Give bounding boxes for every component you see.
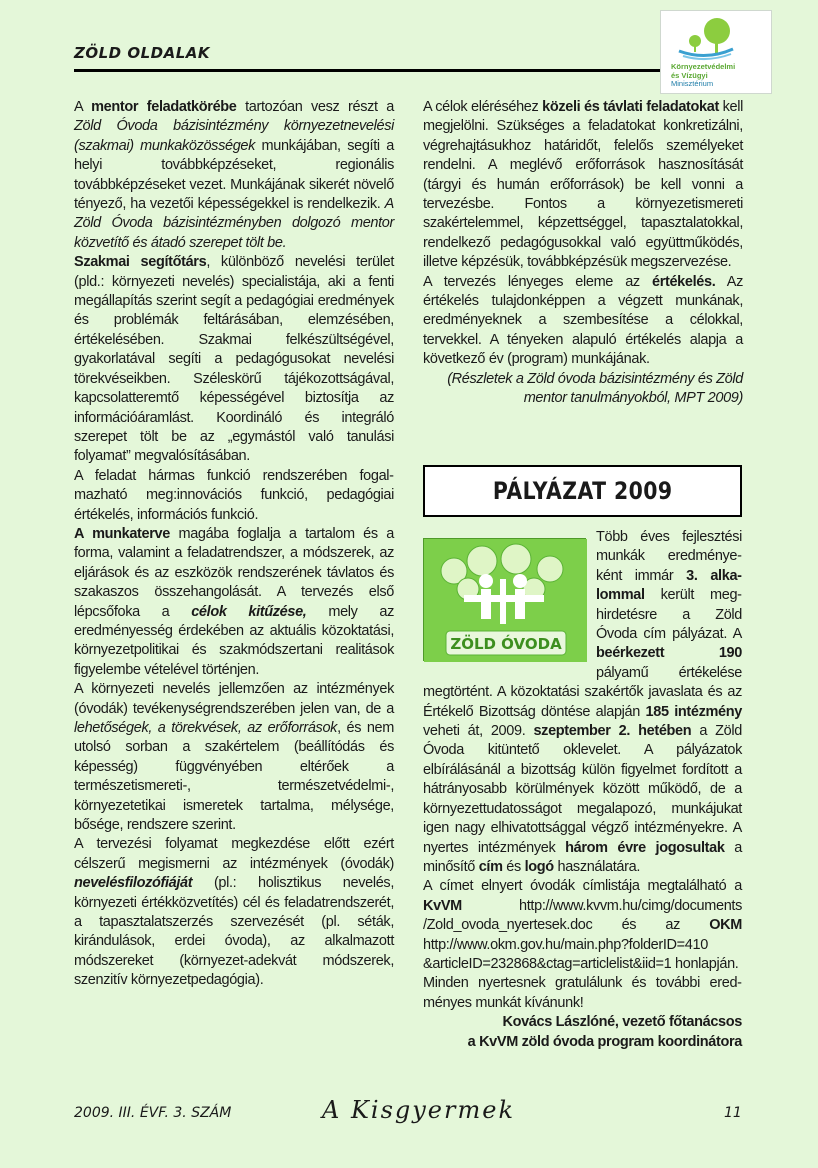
paragraph-munkaterv: A munkaterve magába foglalja a tartalom és a forma, valamint a feladatrendszer, a módszerek, az eljárások és az eszközök rendszerének távlatos és szakaszos összehangolását. A tervezés első lépcsőfoka a célok kitűzése, mely az eredményesség érdekében az aktuális közoktatási, környezetpolitikai és szakmódszertani realitások figyelembe vételével történjen.: [74, 525, 395, 678]
paragraph-celok: A célok eléréséhez közeli és távlati feladatokat kell megjelölni. Szükséges a feladatokat konkretizálni, végrehajtásukhoz határidőt, felelős személyeket rendelni. A meglévő erőforrások hasznosítását (tárgyi és humán erőforrások) be kell vonni a tervezésbe. Fontos a környezetismereti szakértelemmel, képzettséggel, tapasztalatokkal, rendelkező pedagógusokkal való együttműködés, illetve képzésük, továbbképzésük megszervezése.: [423, 99, 743, 271]
footer-issue: 2009. III. ÉVF. 3. SZÁM: [74, 1105, 232, 1121]
page-number: 11: [724, 1105, 742, 1121]
ministry-logo: [660, 10, 772, 94]
paragraph-gratulacio: Minden nyertesnek gratulálunk és további eredményes munkát kívánunk!: [423, 975, 742, 1011]
right-column: [423, 98, 743, 409]
zold-ovoda-logo-text: ZÖLD ÓVODA: [450, 635, 562, 653]
signature-name: Kovács Lászlóné, vezető főtanácsos: [502, 1014, 742, 1031]
header-rule: [74, 69, 742, 72]
palyazat-body: [423, 528, 742, 1052]
signature-role: a KvVM zöld óvoda program koordinátora: [467, 1033, 742, 1050]
ministry-name: Környezetvédelmi és Vízügyi Minisztérium: [671, 62, 736, 88]
section-title: ZÖLD OLDALAK: [74, 44, 211, 62]
left-column: [74, 98, 394, 991]
paragraph-kornyezeti-neveles: A környezeti nevelés jellemzően az intézmények (óvodák) tevékenységrendszerében jelen van, de a lehetőségek, a törekvések, az erőforrások, és nem utolsó sorban a szakértelem (beállítódás és képesség) függvényében eltérőek a természetismereti-, természetvédelmi-, környezetetikai ismeretek tartalma, mélysége, bősége, rendszere szerint.: [74, 681, 394, 834]
footer-magazine-title: A Kisgyermek: [322, 1096, 515, 1124]
paragraph-segitotars: Szakmai segítőtárs, különböző nevelési terület (pld.: környezeti nevelés) specialistája, aki a fenti megállapítás szerint segít a pedagógiai eredmények és problémák feltárásában, elemzésében, értékelésében. Szakmai felkészültségével, gyakorlatával segíti a pedagógusokat nevelési törekvéseikben. Széleskörű tájékozottságával, kapcsolatteremtő képességével biztosítja az információáramlást. Koordináló és integráló szerepet tölt be az „egymástól való tanulási folyamat” megvalósításában.: [74, 254, 394, 465]
paragraph-tervezesi-folyamat: A tervezési folyamat megkezdése előtt ezért célszerű megismerni az intézmények (óvodák) nevelésfilozófiáját (pl.: holisztikus nevelés, környezeti értékközvetítés) cél és feladatrendszerét, a tapasztalatszerzés szervezését (pl. séták, kirándulások, erdei óvoda), az alkalmazott módszereket (környezet-adekvát módszerek, szenzitív környezetpedagógia).: [74, 836, 394, 989]
tree-icon: [671, 17, 741, 63]
paragraph-funkcio: A feladat hármas funkció rendszerében fogalmazható meg:innovációs funkció, pedagógiai értékelés, információs funkció.: [74, 467, 394, 523]
palyazat-title: PÁLYÁZAT 2009: [492, 477, 673, 505]
palyazat-title-box: [423, 465, 742, 517]
paragraph-ertekeles: A tervezés lényeges eleme az értékelés. Az értékelés tulajdonképpen a végzett munkának, eredményeknek a szembesítése a célokkal, tervekkel. A tényeken alapuló értékelés alapja a következő év (program) munkájának.: [423, 273, 743, 368]
paragraph-cimlista: A címet elnyert óvodák címlistája megtalálható a KvVM http://www.kvvm.hu/cimg/documents /Zold_ovoda_nyertesek.doc és az OKM http://www.okm.gov.hu/main.php?folderID=410 &articleID=232868&ctag=articlelist&iid=1 honlapján.: [423, 878, 742, 972]
paragraph-palyazat: Több éves fejlesztési munkák eredményeként immár 3. alkalommal került meghirdetésre a Zöld Óvoda cím pályázat. A beérkezett 190 pályamű értékelése megtörtént. A közoktatási szakértők javaslata és az Értékelő Bizottság döntése alapján 185 intézmény veheti át, 2009. szeptember 2. hetében a Zöld Óvoda kitüntető oklevelet. A pályázatok elbírálásánál a bizottság külön figyelmet fordított a hátrányosabb körülmények között működő, de a környezettudatosságot megalapozó, munkájukat igen nagy elhivatottsággal végző intézményekre. A nyertes intézmények három évre jogosultak a minősítő cím és logó használatára.: [423, 529, 742, 875]
paragraph-mentor: A mentor feladatkörébe tartozóan vesz részt a Zöld Óvoda bázisintézmény környezetnevelési (szakmai) munkaközösségek munkájában, segíti a helyi továbbképzéseket, regionális továbbképzéseket vezet. Munkájának sikerét növelő tényező, ha vezetői képességekkel is rendelkezik. A Zöld Óvoda bázisintézményben dolgozó mentor közvetítő és átadó szerepet tölt be.: [74, 99, 394, 251]
source-note: (Részletek a Zöld óvoda bázisintézmény és Zöld mentor tanulmányokból, MPT 2009): [447, 370, 743, 407]
